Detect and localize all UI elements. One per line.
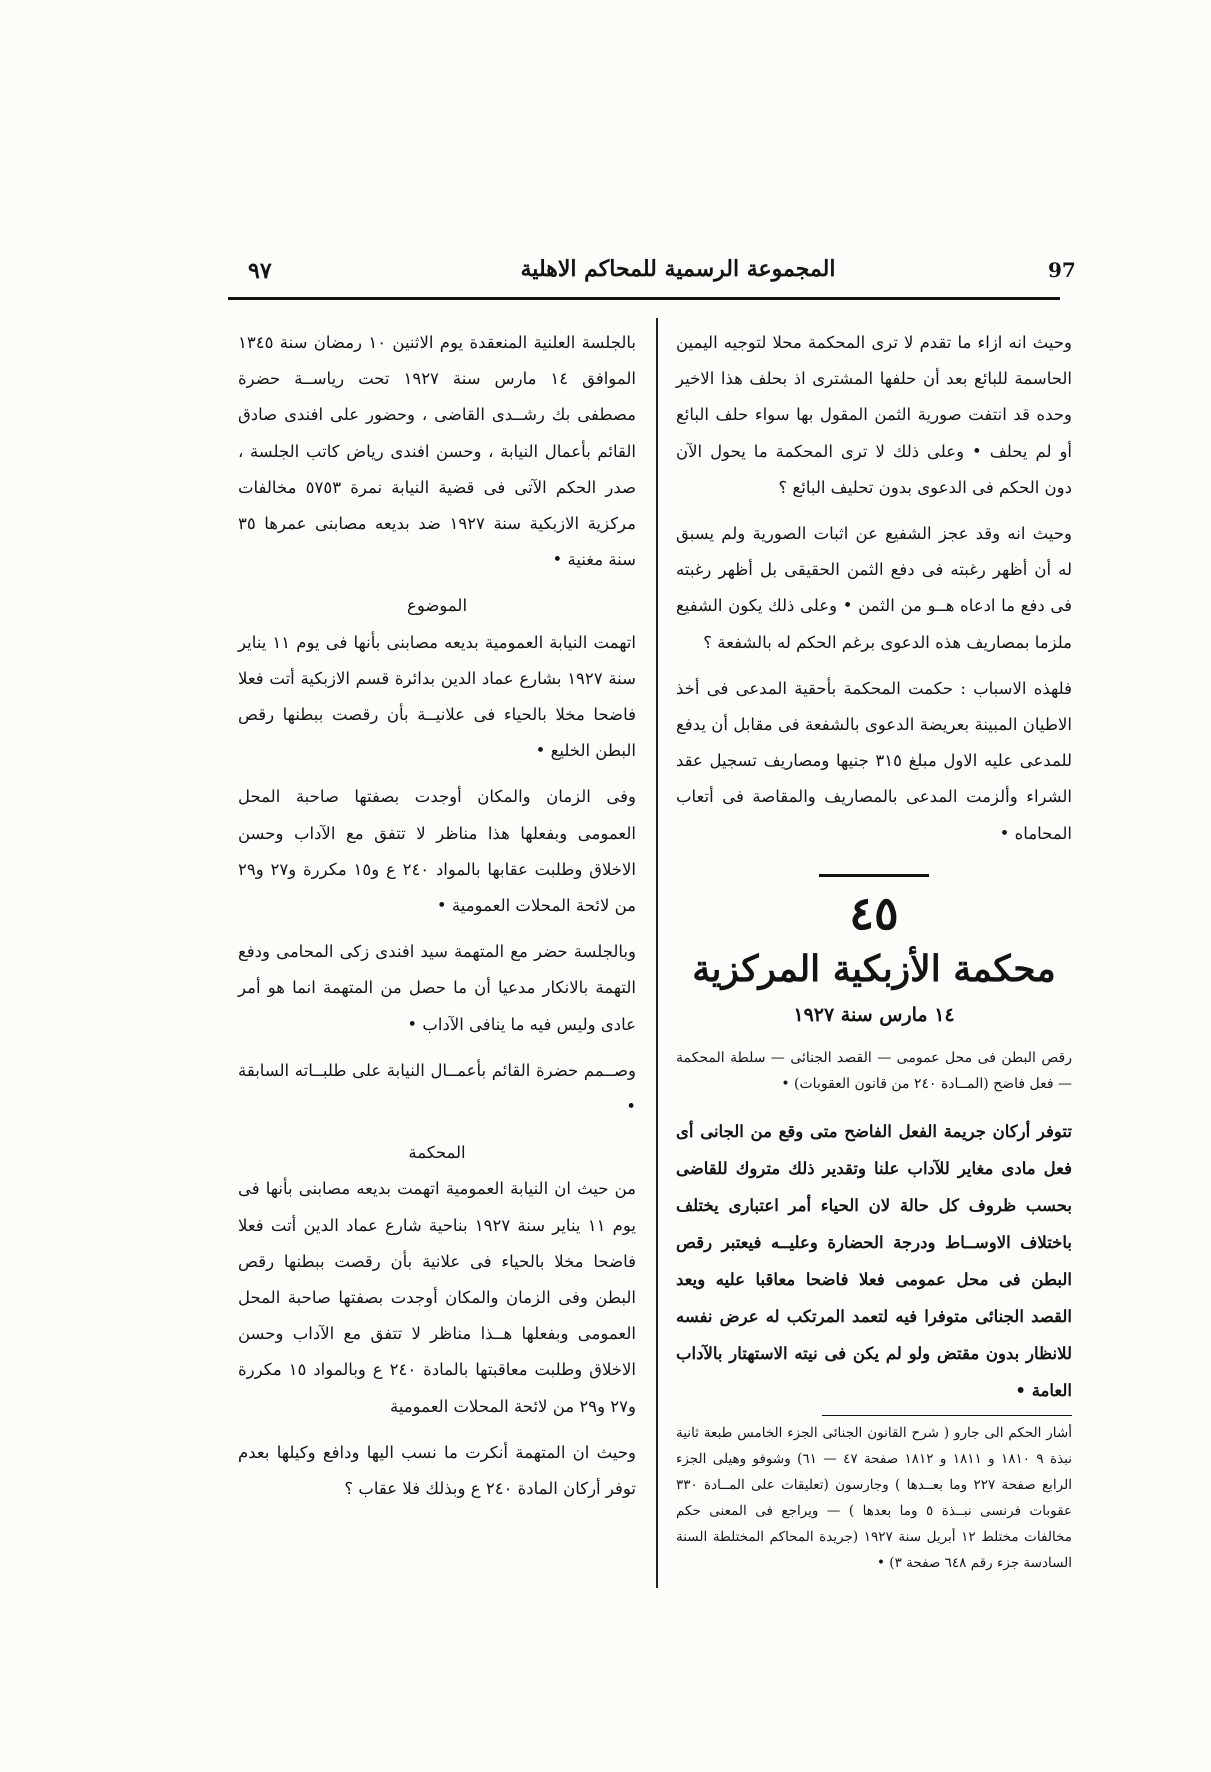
page-number-arabic: ٩٧ (248, 258, 272, 284)
page-number-latin: 97 (1048, 258, 1076, 282)
paragraph: وفى الزمان والمكان أوجدت بصفتها صاحبة المحل العمومى وبفعلها هذا مناظر لا تتفق مع الآداب وحسن الاخلاق وطلبت عقابها بالمواد ٢٤٠ ع و١٥ مكررة و٢٧ و٢٩ من لائحة المحلات العمومية • (238, 787, 636, 916)
paragraph: وبالجلسة حضر مع المتهمة سيد افندى زكى المحامى ودفع التهمة بالانكار مدعيا أن ما حصل من المتهمة انما هو أمر عادى وليس فيه ما ينافى الآداب • (238, 942, 636, 1034)
paragraph: فلهذه الاسباب : حكمت المحكمة بأحقية المدعى فى أخذ الاطيان المبينة بعريضة الدعوى بالشفعة فى مقابل أن يدفع للمدعى عليه الاول مبلغ ٣١٥ جنيها ومصاريف تسجيل عقد الشراء وألزمت المدعى بالمصاريف والمقاصة فى أتعاب المحاماه • (676, 678, 1072, 843)
paragraph: اتهمت النيابة العمومية بديعه مصابنى بأنها فى يوم ١١ يناير سنة ١٩٢٧ بشارع عماد الدين بدائرة قسم الازبكية أتت فعلا فاضحا مخلا بالحياء فى علانيــة بأن رقصت ببطنها رقص البطن الخليع • (238, 632, 636, 761)
court-title: محكمة الأزبكية المركزية (692, 947, 1056, 990)
court-heading: المحكمة (408, 1143, 466, 1163)
keywords: رقص البطن فى محل عمومى — القصد الجنائى — سلطة المحكمة — فعل فاضح (المــادة ٢٤٠ من قانون العقوبات) • (676, 1049, 1072, 1092)
paragraph: من حيث ان النيابة العمومية اتهمت بديعه مصابنى بأنها فى يوم ١١ يناير سنة ١٩٢٧ بناحية شارع عماد الدين أتت فعلا فاضحا مخلا بالحياء فى علانية بأن رقصت ببطنها رقص البطن وفى الزمان والمكان أوجدت بصفتها صاحبة المحل العمومى وبفعلها هــذا مناظر لا تتفق مع الآداب وحسن الاخلاق وطلبت معاقبتها بالمادة ٢٤٠ ع وبالمواد ١٥ مكررة و٢٧ و٢٩ من لائحة المحلات العمومية (238, 1179, 636, 1416)
subject-heading: الموضوع (406, 596, 468, 616)
footnote-rule (822, 1415, 1072, 1416)
header-rule (228, 297, 1060, 300)
paragraph: وحيث انه وقد عجز الشفيع عن اثبات الصورية ولم يسبق له أن أظهر رغبته فى دفع الثمن الحقيقى بل أظهر رغبته فى دفع ما ادعاه هــو من الثمن • وعلى ذلك يكون الشفيع ملزما بمصاريف هذه الدعوى برغم الحكم له بالشفعة ؟ (676, 524, 1072, 652)
running-title: المجموعة الرسمية للمحاكم الاهلية (520, 256, 836, 282)
case-number: ٤٥ (849, 885, 899, 940)
paragraph: بالجلسة العلنية المنعقدة يوم الاثنين ١٠ رمضان سنة ١٣٤٥ الموافق ١٤ مارس سنة ١٩٢٧ تحت رياســة حضرة مصطفى بك رشــدى القاضى ، وحضور على افندى صادق القائم بأعمال النيابة ، وحسن افندى رياض كاتب الجلسة ، صدر الحكم الآتى فى قضية النيابة نمرة ٥٧٥٣ مخالفات مركزية الازبكية سنة ١٩٢٧ ضد بديعه مصابنى عمرها ٣٥ سنة مغنية • (238, 333, 636, 570)
paragraph: وحيث انه ازاء ما تقدم لا ترى المحكمة محلا لتوجيه اليمين الحاسمة للبائع بعد أن حلفها المشترى اذ بحلف هذا الاخير وحده قد انتفت صورية الثمن المقول بها سواء حلف البائع أو لم يحلف • وعلى ذلك لا ترى المحكمة ما يحول الآن دون الحكم فى الدعوى بدون تحليف البائع ؟ (676, 333, 1072, 497)
left-column (238, 325, 636, 1507)
judgment-date: ١٤ مارس سنة ١٩٢٧ (793, 1003, 955, 1026)
legal-summary: تتوفر أركان جريمة الفعل الفاضح متى وقع من الجانى أى فعل مادى مغاير للآداب علنا وتقدير ذلك متروك للقاضى بحسب ظروف كل حالة لان الحياء أمر اعتبارى يختلف باختلاف الاوســاط ودرجة الحضارة وعليــه فيعتبر رقص البطن فى محل عمومى فعلا فاضحا معاقبا عليه ويعد القصد الجنائى متوفرا فيه لتعمد المرتكب له عرض نفسه للانظار بدون مقتض ولو لم يكن فى نيته الاستهتار بالآداب العامة • (676, 1121, 1072, 1400)
section-rule (819, 874, 929, 877)
footnote: أشار الحكم الى جارو ( شرح القانون الجنائى الجزء الخامس طبعة ثانية نبذة ٩ ١٨١٠ و ١٨١١ و ١٨١٢ صفحة ٤٧ — ٦١) وشوفو وهيلى الجزء الرابع صفحة ٢٢٧ وما بعــدها ) وجارسون (تعليقات على المــادة ٣٣٠ عقوبات فرنسى نبــذة ٥ وما بعدها ) — ويراجع فى المعنى حكم مخالفات مختلط ١٢ أبريل سنة ١٩٢٧ (جريدة المحاكم المختلطة السنة السادسة جزء رقم ٦٤٨ صفحة ٣) • (676, 1424, 1073, 1571)
column-divider (656, 318, 658, 1588)
paragraph: وصــمم حضرة القائم بأعمــال النيابة على طلبــاته السابقة • (238, 1060, 636, 1117)
paragraph: وحيث ان المتهمة أنكرت ما نسب اليها ودافع وكيلها بعدم توفر أركان المادة ٢٤٠ ع وبذلك فلا عقاب ؟ (238, 1442, 636, 1499)
right-column (676, 325, 1072, 1576)
page-header (228, 246, 1076, 286)
